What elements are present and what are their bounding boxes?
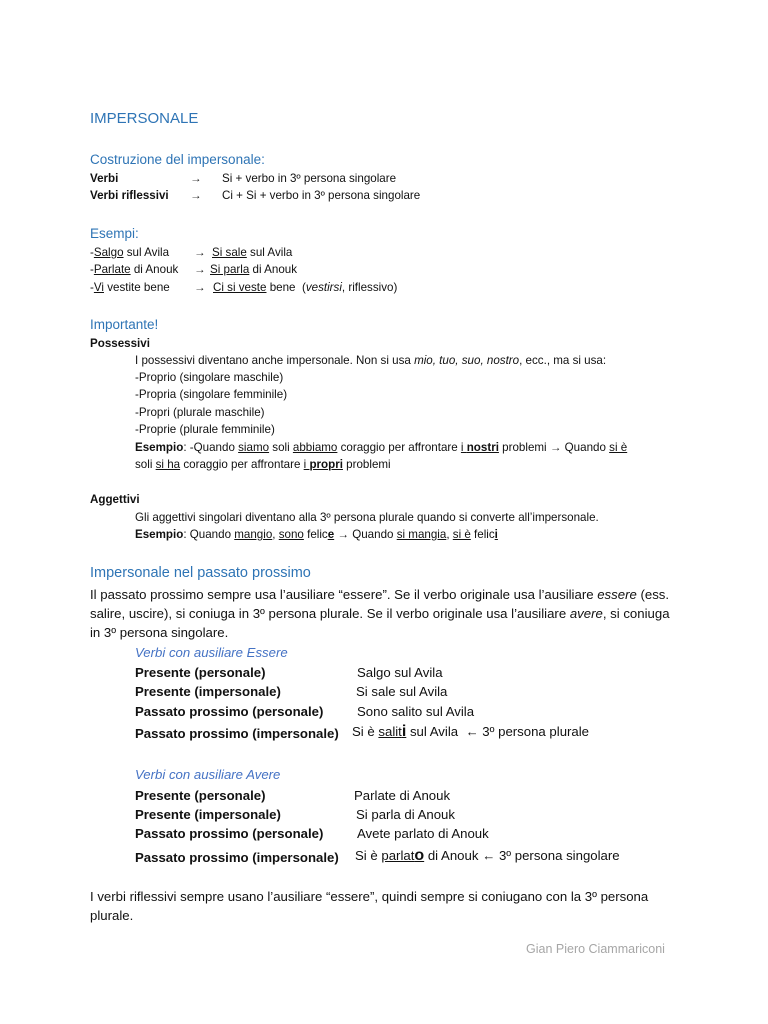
arrow-left-icon: ←	[482, 848, 496, 863]
essere-row-value: Si è saliti sul Avila ← 3º persona plurale	[352, 723, 590, 740]
arrow-left-icon: ←	[465, 724, 479, 739]
avere-row-label: Passato prossimo (impersonale)	[135, 850, 339, 865]
avere-row-label: Presente (impersonale)	[135, 807, 281, 822]
essere-row-value: Sono salito sul Avila	[357, 704, 475, 719]
possessivi-item: -Propria (singolare femminile)	[135, 388, 288, 401]
arrow-right-icon: →	[194, 263, 206, 276]
footer-author: Gian Piero Ciammariconi	[526, 942, 665, 956]
avere-row-value: Si parla di Anouk	[356, 807, 455, 822]
avere-row-value: Si è parlato di Anouk ← 3º persona singolare	[355, 847, 620, 864]
closing-paragraph-line: I verbi riflessivi sempre usano l’ausiliare “essere”, quindi sempre si coniugano con la 3º persona	[90, 889, 649, 904]
essere-row-label: Presente (impersonale)	[135, 684, 281, 699]
costruzione-rule: Ci + Si + verbo in 3º persona singolare	[222, 189, 421, 202]
possessivi-example-cont: soli si ha coraggio per affrontare i propri problemi	[135, 458, 391, 471]
page-title: IMPERSONALE	[90, 110, 199, 127]
avere-row-label: Presente (personale)	[135, 788, 266, 803]
avere-row-value: Parlate di Anouk	[354, 788, 451, 803]
arrow-right-icon: →	[194, 281, 206, 294]
possessivi-example: Esempio: -Quando siamo soli abbiamo coraggio per affrontare i nostri problemi → Quando si è	[135, 441, 628, 454]
essere-row-label: Presente (personale)	[135, 665, 266, 680]
possessivi-item: -Proprie (plurale femminile)	[135, 423, 275, 436]
passato-paragraph-line: Il passato prossimo sempre usa l’ausiliare “essere”. Se il verbo originale usa l’ausiliare essere (ess.	[90, 587, 670, 602]
costruzione-row: Verbi riflessivi	[90, 189, 169, 202]
esempio-row: -Parlate di Anouk	[90, 263, 179, 276]
avere-row-label: Passato prossimo (personale)	[135, 826, 324, 841]
arrow-right-icon: →	[190, 172, 202, 185]
arrow-right-icon: →	[194, 246, 206, 259]
passato-paragraph-line: salire, uscire), si coniuga in 3º persona plurale. Se il verbo originale usa l’ausiliare avere, si coniuga	[90, 606, 670, 621]
possessivi-label: Possessivi	[90, 337, 150, 350]
avere-row-value: Avete parlato di Anouk	[357, 826, 489, 841]
essere-heading: Verbi con ausiliare Essere	[135, 645, 288, 660]
costruzione-heading: Costruzione del impersonale:	[90, 152, 265, 167]
essere-row-label: Passato prossimo (impersonale)	[135, 726, 339, 741]
esempio-row: -Vi vestite bene	[90, 281, 170, 294]
esempio-impersonale: Si sale sul Avila	[212, 246, 293, 259]
possessivi-item: -Propri (plurale maschile)	[135, 406, 265, 419]
arrow-right-icon: →	[190, 189, 202, 202]
essere-row-value: Salgo sul Avila	[357, 665, 443, 680]
arrow-right-icon: →	[549, 441, 562, 454]
aggettivi-label: Aggettivi	[90, 493, 140, 506]
esempi-heading: Esempi:	[90, 226, 139, 241]
passato-paragraph-line: in 3º persona singolare.	[90, 625, 229, 640]
closing-paragraph-line: plurale.	[90, 908, 134, 923]
esempio-impersonale: Si parla di Anouk	[210, 263, 298, 276]
possessivi-intro: I possessivi diventano anche impersonale. Non si usa mio, tuo, suo, nostro, ecc., ma si usa:	[135, 354, 607, 367]
esempio-row: -Salgo sul Avila	[90, 246, 170, 259]
costruzione-rule: Si + verbo in 3º persona singolare	[222, 172, 397, 185]
essere-row-label: Passato prossimo (personale)	[135, 704, 324, 719]
costruzione-row: Verbi	[90, 172, 119, 185]
esempio-impersonale: Ci si veste bene (vestirsi, riflessivo)	[213, 281, 398, 294]
arrow-right-icon: →	[337, 528, 349, 541]
possessivi-item: -Proprio (singolare maschile)	[135, 371, 284, 384]
aggettivi-text: Gli aggettivi singolari diventano alla 3º persona plurale quando si converte all’impersonale.	[135, 511, 599, 524]
importante-heading: Importante!	[90, 317, 159, 332]
aggettivi-example: Esempio: Quando mangio, sono felice → Quando si mangia, si è felici	[135, 528, 498, 541]
passato-heading: Impersonale nel passato prossimo	[90, 565, 311, 581]
avere-heading: Verbi con ausiliare Avere	[135, 767, 281, 782]
essere-row-value: Si sale sul Avila	[356, 684, 448, 699]
